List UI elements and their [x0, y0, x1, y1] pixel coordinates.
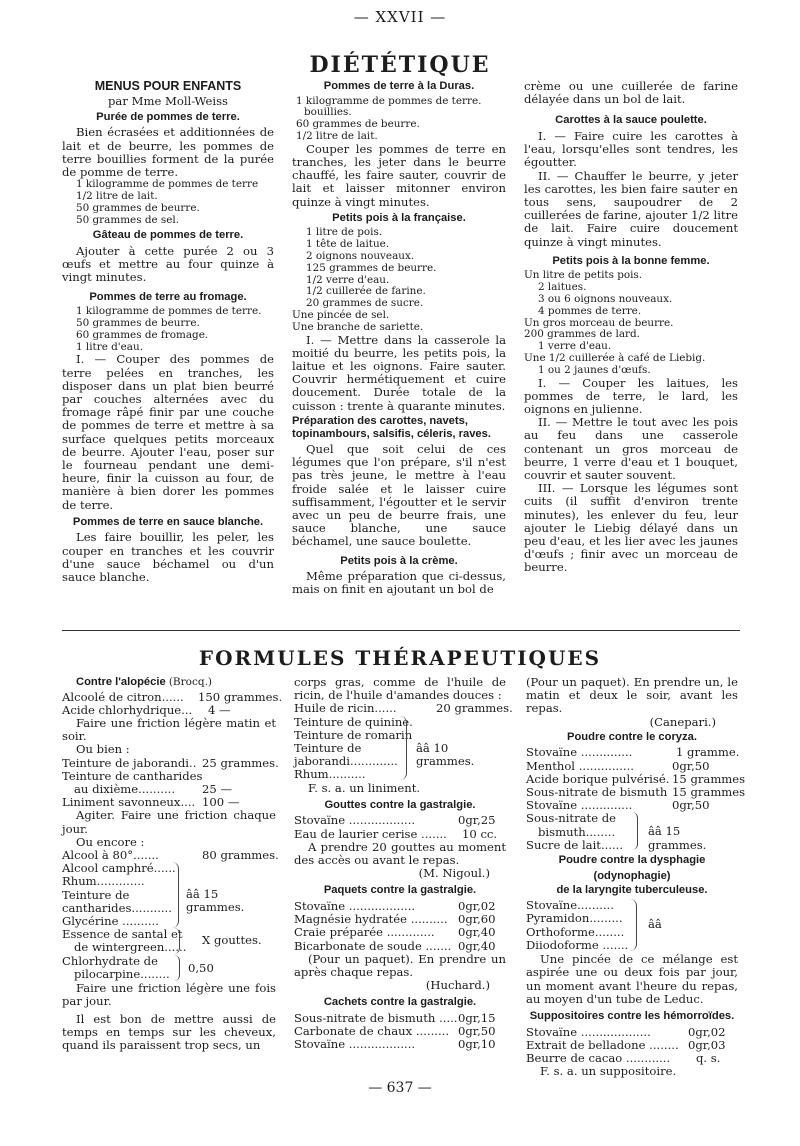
ingredient: Une pincée de sel. — [292, 308, 390, 321]
recipe-title: Préparation des carottes, navets, topinambours, salsifis, céleris, raves. — [292, 414, 491, 441]
formula-line: Stovaïne .................. 0gr,02 — [294, 898, 496, 913]
recipe-text: Même préparation que ci-dessus, mais on finit en ajoutant un bol de — [292, 569, 506, 597]
formula-line: Acide chlorhydrique... 4 — — [62, 702, 231, 717]
column-coryza — [526, 675, 746, 1079]
formula-title: Contre l'alopécie (Brocq.) — [76, 676, 213, 688]
formula-group: Sous-nitrate de bismuth........ Sucre de lait...... ââ 15 grammes. — [526, 811, 707, 852]
ingredient: 4 pommes de terre. — [538, 304, 642, 317]
ingredient: 60 grammes de fromage. — [76, 328, 209, 341]
brace — [172, 862, 179, 928]
ingredient: 1 tête de laitue. — [306, 238, 390, 251]
ingredient: 200 grammes de lard. — [524, 328, 640, 341]
column-alopecie — [62, 676, 283, 1052]
formula-text: F. s. a. un liniment. — [308, 780, 421, 795]
column-duras — [292, 80, 506, 597]
formula-line: Teinture de jaborandi.. 25 grammes. — [62, 755, 279, 770]
formula-text: Agiter. Faire une friction chaque jour. — [62, 808, 276, 836]
recipe-title: Purée de pommes de terre. — [96, 110, 240, 123]
recipe-title: Pommes de terre en sauce blanche. — [72, 515, 264, 528]
recipe-text: Bien écrasées et additionnées de lait et de beurre, les pommes de terre bouillies forment de la purée de pomme de terre. — [62, 125, 274, 179]
formula-title: Poudre contre la dysphagie — [558, 854, 706, 867]
brace — [400, 716, 407, 780]
ingredient: Une 1/2 cuillerée à café de Liebig. — [524, 352, 706, 364]
ingredient: Un litre de petits pois. — [524, 269, 643, 282]
formula-line: Beurre de cacao ............ q. s. — [526, 1050, 721, 1065]
formula-line: Bicarbonate de soude ....... 0gr,40 — [294, 938, 496, 953]
formula-line: Stovaïne ................... 0gr,02 — [526, 1024, 726, 1039]
formula-title: Gouttes contre la gastralgie. — [324, 798, 476, 811]
formula-title: Suppositoires contre les hémorroïdes. — [529, 1009, 735, 1022]
ingredient: 20 grammes de sucre. — [306, 297, 424, 310]
recipe-title: Pommes de terre au fromage. — [89, 290, 247, 303]
formula-text: corps gras, comme de l'huile de ricin, de l'huile d'amandes douces : — [294, 675, 506, 703]
section-title-formules: FORMULES THÉRAPEUTIQUES — [198, 646, 602, 670]
recipe-text: I. — Couper les laitues, les pommes de terre, le lard, les oignons en julienne. — [524, 375, 738, 416]
ingredient: 60 grammes de beurre. — [296, 118, 420, 131]
formula-source: (Huchard.) — [425, 978, 490, 993]
formula-line: Alcoolé de citron...... 150 grammes. — [62, 689, 283, 704]
section-title-dietetique: DIÉTÉTIQUE — [309, 52, 491, 78]
recipe-text: II. — Chauffer le beurre, y jeter les carottes, les bien faire sauter en tous sens, saupoudrer de 2 cuillerées de farine, ajouter 1/2 litre de lait. Faire cuire doucement quinze à vingt minutes. — [524, 168, 738, 249]
formula-group: Stovaïne.......... Pyramidon......... Orthoforme........ Diiodoforme ....... ââ — [526, 898, 662, 952]
page-number: — 637 — — [368, 1080, 432, 1096]
column-carottes — [524, 80, 738, 575]
formula-line: Craie préparée ............. 0gr,40 — [294, 925, 496, 940]
ingredient: 1 kilogramme de pommes de terre. — [76, 305, 262, 318]
formula-text: Il est bon de mettre aussi de temps en temps sur les cheveux, quand ils paraissent trop secs, un — [62, 1011, 276, 1052]
formula-line: Liniment savonneux.... 100 — — [62, 795, 240, 810]
ingredient: 1 ou 2 jaunes d'œufs. — [538, 363, 651, 376]
recipe-title: Pommes de terre à la Duras. — [323, 80, 475, 92]
formula-title: Poudre contre le coryza. — [567, 730, 697, 743]
formula-line: Extrait de belladone ........ 0gr,03 — [526, 1037, 726, 1052]
recipe-text: Couper les pommes de terre en tranches, les jeter dans le beurre chauffé, les faire sauter, couvrir de lait et laisser mitonner environ quinze à vingt minutes. — [292, 141, 506, 209]
formula-group: Essence de santal et de wintergreen...... X gouttes. — [62, 927, 262, 955]
ingredient: 2 laitues. — [538, 281, 587, 294]
formula-line: Sous-nitrate de bismuth ..... 0gr,15 — [294, 1010, 496, 1025]
brace — [174, 955, 180, 981]
formula-group: Chlorhydrate de pilocarpine........ 0,50 — [62, 954, 214, 982]
formula-line: Acide borique pulvérisé. 15 grammes — [526, 771, 746, 786]
ingredient: 1 verre d'eau. — [538, 340, 612, 353]
ingredient: 1 litre d'eau. — [76, 340, 144, 353]
formula-line: Carbonate de chaux ......... 0gr,50 — [294, 1024, 496, 1039]
formula-line: Menthol ............... 0gr,50 — [526, 758, 710, 773]
ingredient: 1/2 litre de lait. — [296, 129, 378, 142]
recipe-title: Petits pois à la crème. — [340, 554, 458, 567]
formula-line: Sous-nitrate de bismuth 15 grammes — [526, 784, 746, 799]
formula-text: F. s. a. un suppositoire. — [540, 1064, 677, 1079]
formula-text: Une pincée de ce mélange est aspirée une ou deux fois par jour, un moment avant l'heure du repas, au moyen d'un tube de Leduc. — [526, 952, 738, 1006]
brace — [630, 899, 637, 951]
formula-group: Teinture de quinine. Teinture de romarin Teinture de jaborandi............. Rhum.......... ââ 10 grammes. — [294, 714, 475, 781]
ingredient: 50 grammes de beurre. — [76, 201, 200, 214]
recipe-text: III. — Lorsque les légumes sont cuits (il suffit d'environ trente minutes), les enlever du feu, leur ajouter le Liebig délayé dans un peu d'eau, et les lier avec les jaunes d'œufs ; finir avec un morceau de beurre. — [524, 481, 738, 575]
ingredient: Un gros morceau de beurre. — [524, 316, 674, 329]
formula-line: Stovaïne .................. 0gr,10 — [294, 1037, 496, 1052]
formula-title: de la laryngite tuberculeuse. — [556, 883, 708, 896]
ingredient: 125 grammes de beurre. — [306, 261, 437, 274]
formula-group: Alcool camphré...... Rhum............. Teinture de cantharides........... Glycérine .......... ââ 15 grammes. — [62, 861, 245, 928]
ingredient: 1 litre de pois. — [306, 226, 383, 239]
recipe-title: Gâteau de pommes de terre. — [92, 229, 244, 242]
brace — [632, 812, 638, 850]
column-menus — [62, 80, 274, 584]
ingredient: 1/2 verre d'eau. — [306, 273, 390, 286]
ingredient: 2 oignons nouveaux. — [306, 249, 415, 262]
formula-text: (Pour un paquet). En prendre un après chaque repas. — [294, 951, 506, 979]
brace — [174, 928, 180, 954]
ingredient: 50 grammes de sel. — [76, 213, 180, 226]
formula-text: Ou bien : — [76, 742, 130, 757]
formula-title: Cachets contre la gastralgie. — [323, 996, 477, 1009]
column-gastralgie — [294, 675, 513, 1052]
formula-line: Alcool à 80°....... 80 grammes. — [62, 847, 279, 862]
byline: par Mme Moll-Weiss — [108, 93, 228, 108]
formula-line: au dixième.......... 25 — — [74, 781, 233, 796]
recipe-text: I. — Faire cuire les carottes à l'eau, lorsqu'elles sont tendres, les égoutter. — [524, 129, 738, 170]
formula-text: A prendre 20 gouttes au moment des accès ou avant le repas. — [294, 839, 506, 867]
recipe-title: Carottes à la sauce poulette. — [555, 114, 707, 127]
formula-line: Magnésie hydratée .......... 0gr,60 — [294, 912, 496, 927]
formula-text: Ou encore : — [76, 834, 145, 849]
recipe-title: Petits pois à la bonne femme. — [552, 254, 710, 267]
page-number-roman: — XXVII — — [353, 8, 447, 26]
section-divider — [62, 630, 740, 631]
formula-line: Stovaïne .................. 0gr,25 — [294, 813, 496, 828]
ingredient: bouillies. — [304, 106, 352, 119]
formula-line: Stovaïne .............. 1 gramme. — [526, 745, 740, 760]
recipe-text: II. — Mettre le tout avec les pois au feu dans une casserole contenant un gros morceau de beurre, 1 verre d'eau et 1 bouquet, couvrir et sauter souvent. — [524, 415, 738, 483]
ingredient: 1 kilogramme de pommes de terre. — [296, 94, 482, 107]
ingredient: 1 kilogramme de pommes de terre — [76, 178, 259, 191]
ingredient: 1/2 litre de lait. — [76, 190, 158, 202]
formula-line: Teinture de cantharides — [62, 768, 203, 783]
menus-heading: MENUS POUR ENFANTS — [94, 79, 242, 93]
recipe-title: Petits pois à la française. — [332, 211, 466, 224]
formula-line: Huile de ricin...... 20 grammes. — [294, 701, 513, 716]
ingredient: Une branche de sariette. — [292, 320, 424, 333]
formula-line: Eau de laurier cerise ....... 10 cc. — [294, 826, 498, 841]
recipe-text: I. — Couper des pommes de terre pelées en tranches, les disposer dans un plat bien beurré par couches alternées avec du fromage râpé finir par une couche de pommes de terre et mettre à sa surface quelques petits morceaux de beurre. Ajouter l'eau, poser sur le fourneau pendant une demi-heure, finir la cuisson au four, de manière à bien dorer les pommes de terre. — [62, 352, 274, 512]
formula-text: (Pour un paquet). En prendre un, le matin et deux le soir, avant les repas. — [526, 675, 738, 716]
formula-source: (Canepari.) — [649, 714, 716, 729]
formula-title: Paquets contre la gastralgie. — [323, 884, 477, 897]
ingredient: 50 grammes de beurre. — [76, 316, 200, 329]
recipe-text: I. — Mettre dans la casserole la moitié du beurre, les petits pois, la laitue et les oignons. Faire sauter. Couvrir hermétiquement et cuire doucement. Durée totale de la cuisson : trente à quarante minutes. — [292, 332, 506, 413]
formula-title: (odynophagie) — [593, 869, 671, 882]
recipe-text: Quel que soit celui de ces légumes que l'on prépare, s'il n'est pas très jeune, le mettre à l'eau froide salée et le laisser cuire suffisamment, l'égoutter et le servir avec un peu de beurre frais, une sauce blanche, une sauce béchamel, une sauce boulette. — [292, 441, 506, 549]
formula-text: Faire une friction légère une fois par jour. — [62, 981, 276, 1009]
ingredient: 1/2 cuillerée de farine. — [306, 285, 426, 298]
recipe-text: Ajouter à cette purée 2 ou 3 œufs et mettre au four quinze à vingt minutes. — [62, 243, 274, 285]
recipe-text: crème ou une cuillerée de farine délayée dans un bol de lait. — [524, 79, 738, 107]
formula-line: Stovaïne .............. 0gr,50 — [526, 798, 710, 813]
recipe-text: Les faire bouillir, les peler, les couper en tranches et les couvrir d'une sauce béchamel ou d'un sauce blanche. — [62, 530, 274, 585]
formula-source: (M. Nigoul.) — [418, 866, 490, 881]
ingredient: 3 ou 6 oignons nouveaux. — [538, 293, 673, 306]
formula-text: Faire une friction légère matin et soir. — [62, 715, 276, 744]
